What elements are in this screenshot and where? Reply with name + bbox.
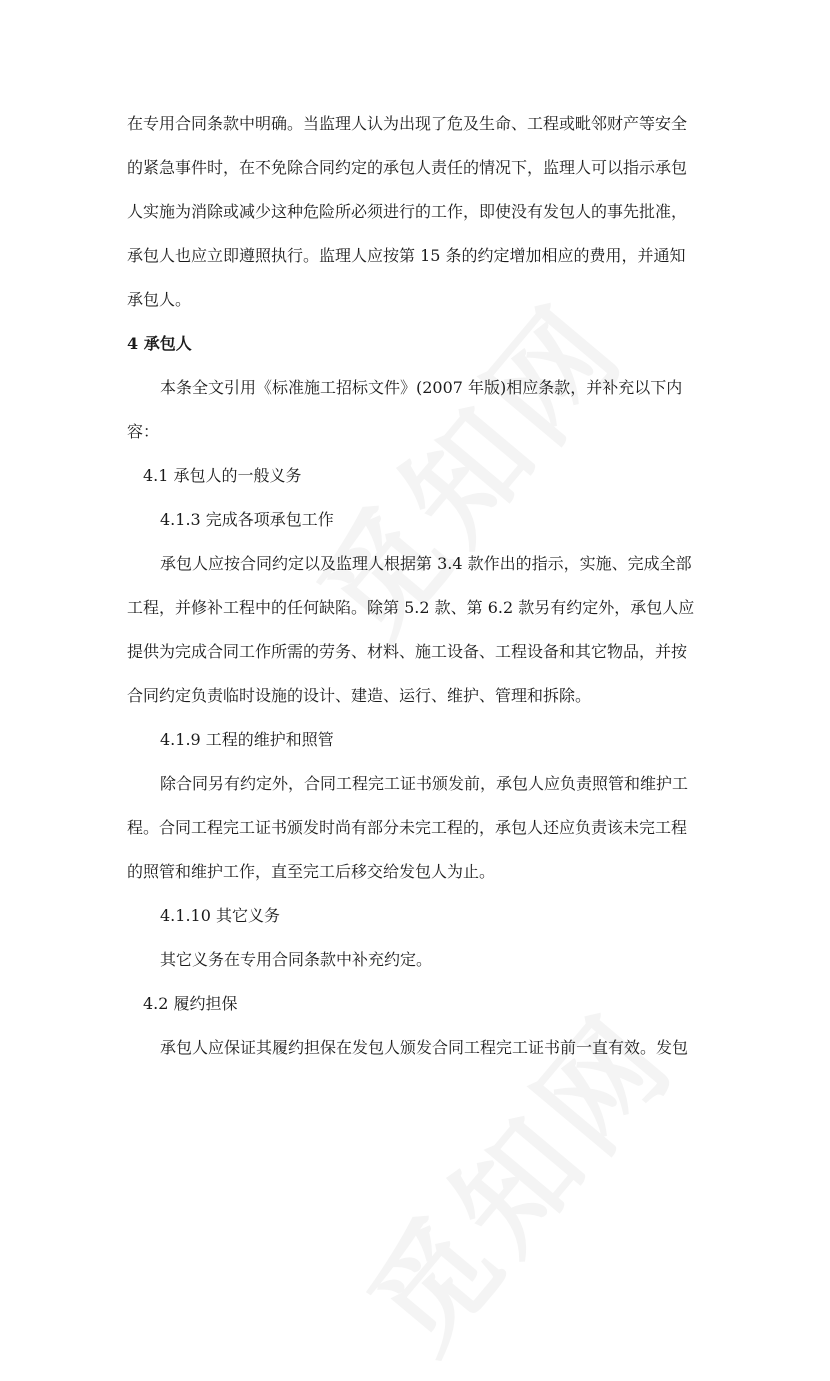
subsection-heading-4-1-10: 4.1.10 其它义务 — [160, 906, 280, 925]
watermark-lower — [324, 971, 706, 1380]
paragraph-line: 承包人应保证其履约担保在发包人颁发合同工程完工证书前一直有效。发包 — [160, 1038, 689, 1057]
paragraph-line: 工程，并修补工程中的任何缺陷。除第 5.2 款、第 6.2 款另有约定外，承包人应 — [127, 598, 695, 617]
paragraph-line: 承包人应按合同约定以及监理人根据第 3.4 款作出的指示，实施、完成全部 — [160, 554, 692, 573]
section-heading-4: 4 承包人 — [127, 334, 192, 353]
paragraph-line: 承包人。 — [127, 290, 192, 309]
paragraph-line: 除合同另有约定外，合同工程完工证书颁发前，承包人应负责照管和维护工 — [160, 774, 689, 793]
paragraph-line: 合同约定负责临时设施的设计、建造、运行、维护、管理和拆除。 — [127, 686, 592, 705]
paragraph-line: 的紧急事件时，在不免除合同约定的承包人责任的情况下，监理人可以指示承包 — [127, 158, 688, 177]
paragraph-line: 的照管和维护工作，直至完工后移交给发包人为止。 — [127, 862, 496, 881]
paragraph-line: 程。合同工程完工证书颁发时尚有部分未完工程的，承包人还应负责该未完工程 — [127, 818, 688, 837]
subsection-heading-4-1-9: 4.1.9 工程的维护和照管 — [160, 730, 334, 749]
paragraph-line: 容： — [127, 422, 160, 441]
subsection-heading-4-1: 4.1 承包人的一般义务 — [143, 466, 302, 485]
subsection-heading-4-1-3: 4.1.3 完成各项承包工作 — [160, 510, 334, 529]
paragraph-line: 提供为完成合同工作所需的劳务、材料、施工设备、工程设备和其它物品，并按 — [127, 642, 688, 661]
paragraph-line: 承包人也应立即遵照执行。监理人应按第 15 条的约定增加相应的费用，并通知 — [127, 246, 686, 265]
paragraph-line: 本条全文引用《标准施工招标文件》(2007 年版)相应条款，并补充以下内 — [160, 378, 683, 397]
paragraph-line: 在专用合同条款中明确。当监理人认为出现了危及生命、工程或毗邻财产等安全 — [127, 114, 688, 133]
paragraph-line: 人实施为消除或减少这种危险所必须进行的工作，即使没有发包人的事先批准， — [127, 202, 688, 221]
subsection-heading-4-2: 4.2 履约担保 — [143, 994, 238, 1013]
paragraph-line: 其它义务在专用合同条款中补充约定。 — [160, 950, 433, 969]
